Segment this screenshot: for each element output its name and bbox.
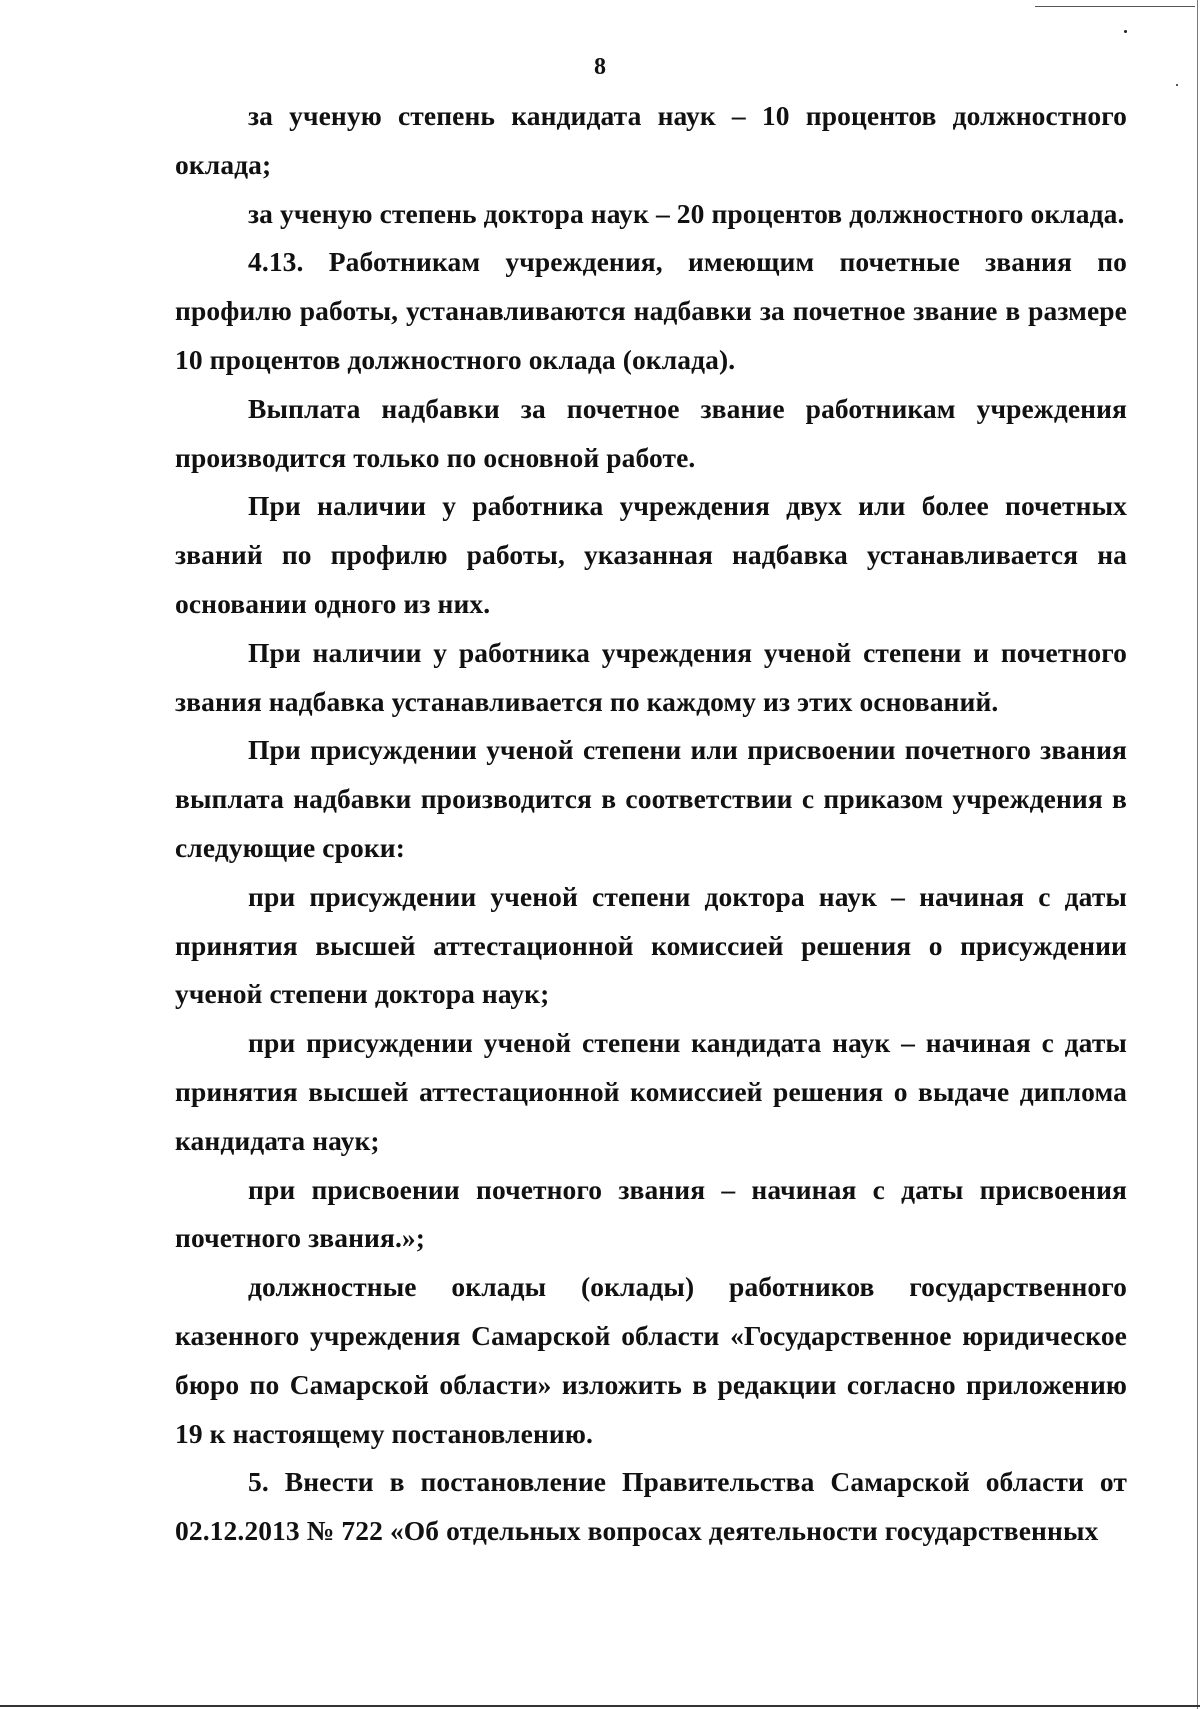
paragraph-candidate-term: при присуждении ученой степени кандидата наук – начиная с даты принятия высшей аттестационной комиссией решения о выдаче диплома кандидата наук; (175, 1027, 1127, 1156)
page-number: 8 (594, 54, 606, 80)
paragraph-item-5: 5. Внести в постановление Правительства Самарской области от 02.12.2013 № 722 «Об отдельных вопросах деятельности государственных (175, 1466, 1127, 1547)
paragraph-multiple-titles: При наличии у работника учреждения двух или более почетных званий по профилю работы, указанная надбавка устанавливается на основании одного из них. (175, 490, 1127, 619)
document-body (175, 92, 1127, 1556)
paragraph-payment-main-work: Выплата надбавки за почетное звание работникам учреждения производится только по основной работе. (175, 392, 1127, 473)
paragraph-candidate-degree: за ученую степень кандидата наук – 10 процентов должностного оклада; (175, 100, 1127, 180)
paragraph-salaries-appendix: должностные оклады (оклады) работников государственного казенного учреждения Самарской области «Государственное юридическое бюро по Самарской области» изложить в редакции согласно приложению 19 к настоящему постановлению. (175, 1271, 1127, 1449)
paragraph-degree-and-title: При наличии у работника учреждения ученой степени и почетного звания надбавка устанавливается по каждому из этих оснований. (175, 636, 1127, 717)
paragraph-title-term: при присвоении почетного звания – начиная с даты присвоения почетного звания.»; (175, 1173, 1127, 1254)
scan-speck (1124, 30, 1127, 33)
paragraph-4-13: 4.13. Работникам учреждения, имеющим почетные звания по профилю работы, устанавливаются надбавки за почетное звание в размере 10 процентов должностного оклада (оклада). (175, 246, 1127, 375)
paragraph-doctor-degree: за ученую степень доктора наук – 20 процентов должностного оклада. (248, 197, 1125, 229)
paragraph-doctor-term: при присуждении ученой степени доктора наук – начиная с даты принятия высшей аттестационной комиссией решения о присуждении ученой степени доктора наук; (175, 880, 1127, 1010)
scan-edge-bottom (0, 1705, 1200, 1707)
scan-edge-right (1197, 0, 1198, 1709)
paragraph-award-terms: При присуждении ученой степени или присвоении почетного звания выплата надбавки производится в соответствии с приказом учреждения в следующие сроки: (175, 734, 1127, 863)
scan-edge-top (1035, 6, 1195, 7)
scan-speck (1176, 84, 1178, 86)
